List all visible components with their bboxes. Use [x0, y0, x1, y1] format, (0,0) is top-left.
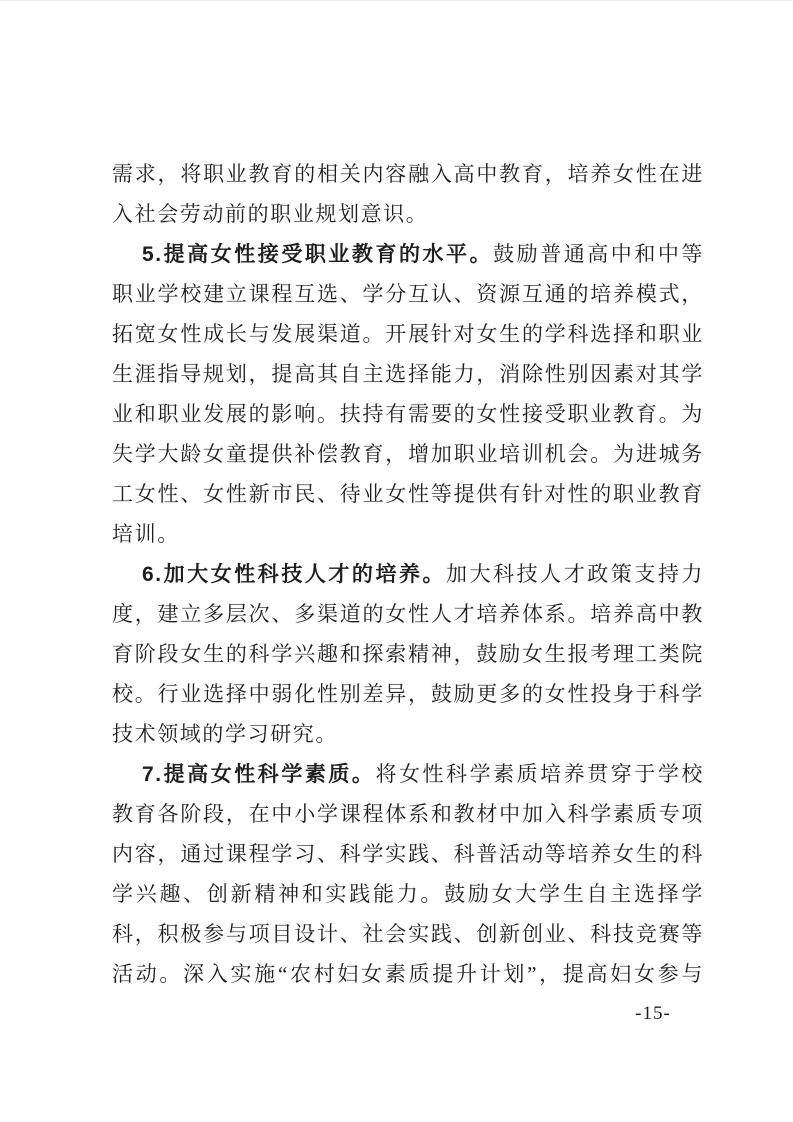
bold-run: 6.加大女性科技人才的培养。: [142, 563, 447, 586]
text-line: [112, 594, 704, 634]
text-line: [112, 474, 704, 514]
text-line: [112, 394, 704, 434]
text-run: 技术领域的学习研究。: [112, 722, 338, 746]
text-run: 将女性科学素质培养贯穿于学校: [375, 762, 704, 786]
text-run: 生涯指导规划，提高其自主选择能力，消除性别因素对其学: [112, 362, 704, 386]
text-line: [112, 634, 704, 674]
text-run: 工女性、女性新市民、待业女性等提供有针对性的职业教育: [112, 482, 704, 506]
text-line: [112, 274, 704, 314]
text-line: [112, 354, 704, 394]
text-line: [112, 794, 704, 834]
text-run: 拓宽女性成长与发展渠道。开展针对女生的学科选择和职业: [112, 322, 704, 346]
text-line: [112, 714, 704, 754]
text-run: 活动。深入实施“农村妇女素质提升计划”，提高妇女参与: [112, 962, 704, 986]
text-run: 学兴趣、创新精神和实践能力。鼓励女大学生自主选择学: [112, 882, 704, 906]
text-run: 培训。: [112, 522, 180, 546]
text-run: 度，建立多层次、多渠道的女性人才培养体系。培养高中教: [112, 602, 704, 626]
text-run: 教育各阶段，在中小学课程体系和教材中加入科学素质专项: [112, 802, 704, 826]
page-number: -15-: [635, 1003, 671, 1024]
text-line: [112, 194, 704, 234]
text-line: [112, 874, 704, 914]
text-line: [112, 834, 704, 874]
text-run: 育阶段女生的科学兴趣和探索精神，鼓励女生报考理工类院: [112, 642, 704, 666]
text-run: 入社会劳动前的职业规划意识。: [112, 202, 429, 226]
text-run: 加大科技人才政策支持力: [446, 562, 704, 586]
text-run: 校。行业选择中弱化性别差异，鼓励更多的女性投身于科学: [112, 682, 704, 706]
text-run: 业和职业发展的影响。扶持有需要的女性接受职业教育。为: [112, 402, 704, 426]
section-heading-line-5: [112, 234, 704, 274]
text-line: [112, 514, 704, 554]
text-run: 内容，通过课程学习、科学实践、科普活动等培养女生的科: [112, 842, 704, 866]
section-heading-line-6: [112, 554, 704, 594]
bold-run: 7.提高女性科学素质。: [142, 763, 376, 786]
text-line: [112, 314, 704, 354]
text-line: [112, 154, 704, 194]
text-line: [112, 674, 704, 714]
bold-run: 5.提高女性接受职业教育的水平。: [142, 243, 494, 266]
text-run: 科，积极参与项目设计、社会实践、创新创业、科技竞赛等: [112, 922, 704, 946]
text-line: [112, 914, 704, 954]
body-text: [112, 154, 704, 994]
text-line: [112, 954, 704, 994]
text-line: [112, 434, 704, 474]
text-run: 职业学校建立课程互选、学分互认、资源互通的培养模式，: [112, 282, 704, 306]
text-run: 鼓励普通高中和中等: [493, 242, 704, 266]
document-page: [0, 1, 793, 1122]
section-heading-line-7: [112, 754, 704, 794]
text-run: 需求，将职业教育的相关内容融入高中教育，培养女性在进: [112, 162, 704, 186]
text-run: 失学大龄女童提供补偿教育，增加职业培训机会。为进城务: [112, 442, 704, 466]
